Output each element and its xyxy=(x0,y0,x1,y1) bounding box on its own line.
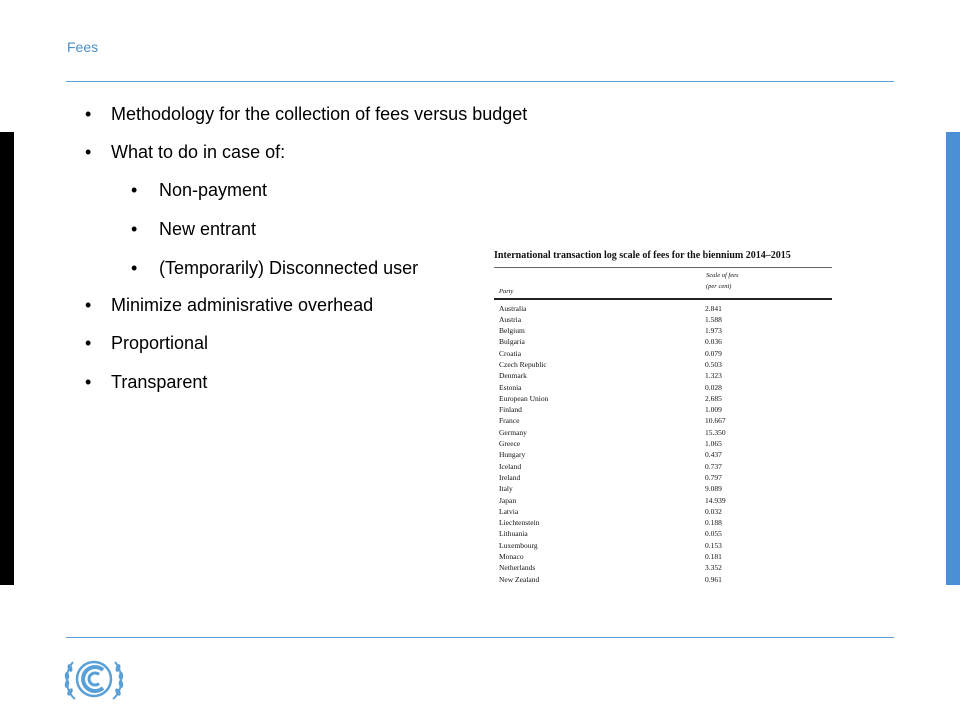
party-cell: Lithuania xyxy=(499,529,528,539)
scale-cell: 1.009 xyxy=(705,405,722,415)
table-row xyxy=(494,325,832,336)
scale-cell: 1.065 xyxy=(705,439,722,449)
bullet-dot: • xyxy=(85,104,92,124)
table-row xyxy=(494,506,832,517)
table-header xyxy=(494,268,832,298)
table-row xyxy=(494,314,832,325)
bullet-dot: • xyxy=(85,295,92,315)
table-row xyxy=(494,551,832,562)
party-cell: Denmark xyxy=(499,371,527,381)
scale-cell: 0.079 xyxy=(705,348,722,358)
scale-cell: 14.939 xyxy=(705,495,726,505)
table-row xyxy=(494,348,832,359)
bullet-item xyxy=(85,332,209,354)
party-cell: Germany xyxy=(499,427,527,437)
party-cell: Finland xyxy=(499,405,522,415)
scale-cell: 1.323 xyxy=(705,371,722,381)
scale-cell: 1.973 xyxy=(705,326,722,336)
fee-scale-table xyxy=(494,250,832,585)
bullet-item xyxy=(85,141,286,163)
table-row xyxy=(494,359,832,370)
sub-bullet-item xyxy=(131,179,268,201)
scale-cell: 3.352 xyxy=(705,563,722,573)
party-cell: Bulgaria xyxy=(499,337,525,347)
scale-cell: 0.036 xyxy=(705,337,722,347)
party-cell: Ireland xyxy=(499,472,521,482)
bullet-text: Methodology for the collection of fees versus budget xyxy=(111,104,528,124)
unfccc-logo-icon xyxy=(63,655,125,705)
table-row xyxy=(494,574,832,585)
scale-cell: 0.737 xyxy=(705,461,722,471)
table-row xyxy=(494,404,832,415)
bottom-divider xyxy=(66,637,894,638)
bullet-dot: • xyxy=(85,372,92,392)
bullet-item xyxy=(85,371,208,393)
left-bar xyxy=(0,132,14,585)
scale-cell: 0.797 xyxy=(705,472,722,482)
bullet-dot: • xyxy=(131,258,138,278)
table-row xyxy=(494,370,832,381)
table-row xyxy=(494,336,832,347)
right-bar xyxy=(946,132,960,585)
table-header-rule xyxy=(494,298,832,300)
scale-cell: 0.961 xyxy=(705,574,722,584)
table-row xyxy=(494,562,832,573)
column-header-scale: Scale of fees xyxy=(706,272,739,279)
party-cell: Latvia xyxy=(499,506,519,516)
party-cell: Czech Republic xyxy=(499,359,547,369)
top-divider xyxy=(66,81,894,82)
bullet-item xyxy=(85,294,374,316)
page-title: Fees xyxy=(67,39,99,55)
scale-cell: 10.667 xyxy=(705,416,726,426)
party-cell: Estonia xyxy=(499,382,522,392)
party-cell: Australia xyxy=(499,303,527,313)
table-row xyxy=(494,540,832,551)
bullet-text: Non-payment xyxy=(159,180,268,200)
party-cell: Austria xyxy=(499,314,522,324)
column-header-party: Party xyxy=(499,288,514,295)
party-cell: Japan xyxy=(499,495,517,505)
party-cell: France xyxy=(499,416,520,426)
bullet-item xyxy=(85,103,528,125)
sub-bullet-item xyxy=(131,257,419,279)
bullet-dot: • xyxy=(85,142,92,162)
party-cell: Netherlands xyxy=(499,563,536,573)
bullet-dot: • xyxy=(131,219,138,239)
scale-cell: 0.181 xyxy=(705,552,722,562)
party-cell: Liechtenstein xyxy=(499,518,540,528)
scale-cell: 9.089 xyxy=(705,484,722,494)
scale-cell: 0.032 xyxy=(705,506,722,516)
scale-cell: 15.350 xyxy=(705,427,726,437)
scale-cell: 0.028 xyxy=(705,382,722,392)
scale-cell: 2.841 xyxy=(705,303,722,313)
scale-cell: 1.588 xyxy=(705,314,722,324)
party-cell: European Union xyxy=(499,393,549,403)
table-row xyxy=(494,528,832,539)
bullet-text: (Temporarily) Disconnected user xyxy=(159,258,419,278)
table-row xyxy=(494,427,832,438)
table-title: International transaction log scale of fees for the biennium 2014–2015 xyxy=(494,250,791,261)
sub-bullet-item xyxy=(131,218,257,240)
scale-cell: 2.685 xyxy=(705,393,722,403)
party-cell: Luxembourg xyxy=(499,540,538,550)
party-cell: Croatia xyxy=(499,348,522,358)
table-row xyxy=(494,449,832,460)
bullet-text: New entrant xyxy=(159,219,257,239)
scale-cell: 0.188 xyxy=(705,518,722,528)
table-row xyxy=(494,303,832,314)
table-row xyxy=(494,461,832,472)
party-cell: Iceland xyxy=(499,461,522,471)
table-body xyxy=(494,303,832,585)
scale-cell: 0.437 xyxy=(705,450,722,460)
table-row xyxy=(494,495,832,506)
table-row xyxy=(494,438,832,449)
bullet-text: Transparent xyxy=(111,372,208,392)
scale-cell: 0.055 xyxy=(705,529,722,539)
party-cell: Italy xyxy=(499,484,513,494)
table-row xyxy=(494,393,832,404)
party-cell: Belgium xyxy=(499,326,525,336)
party-cell: Greece xyxy=(499,439,521,449)
bullet-text: Minimize adminisrative overhead xyxy=(111,295,374,315)
table-row xyxy=(494,415,832,426)
table-row xyxy=(494,517,832,528)
party-cell: Monaco xyxy=(499,552,524,562)
table-row xyxy=(494,472,832,483)
bullet-dot: • xyxy=(131,180,138,200)
bullet-text: Proportional xyxy=(111,333,209,353)
bullet-text: What to do in case of: xyxy=(111,142,286,162)
scale-cell: 0.153 xyxy=(705,540,722,550)
column-header-unit: (per cent) xyxy=(706,283,732,290)
table-row xyxy=(494,382,832,393)
scale-cell: 0.503 xyxy=(705,359,722,369)
party-cell: Hungary xyxy=(499,450,526,460)
party-cell: New Zealand xyxy=(499,574,540,584)
table-row xyxy=(494,483,832,494)
bullet-dot: • xyxy=(85,333,92,353)
